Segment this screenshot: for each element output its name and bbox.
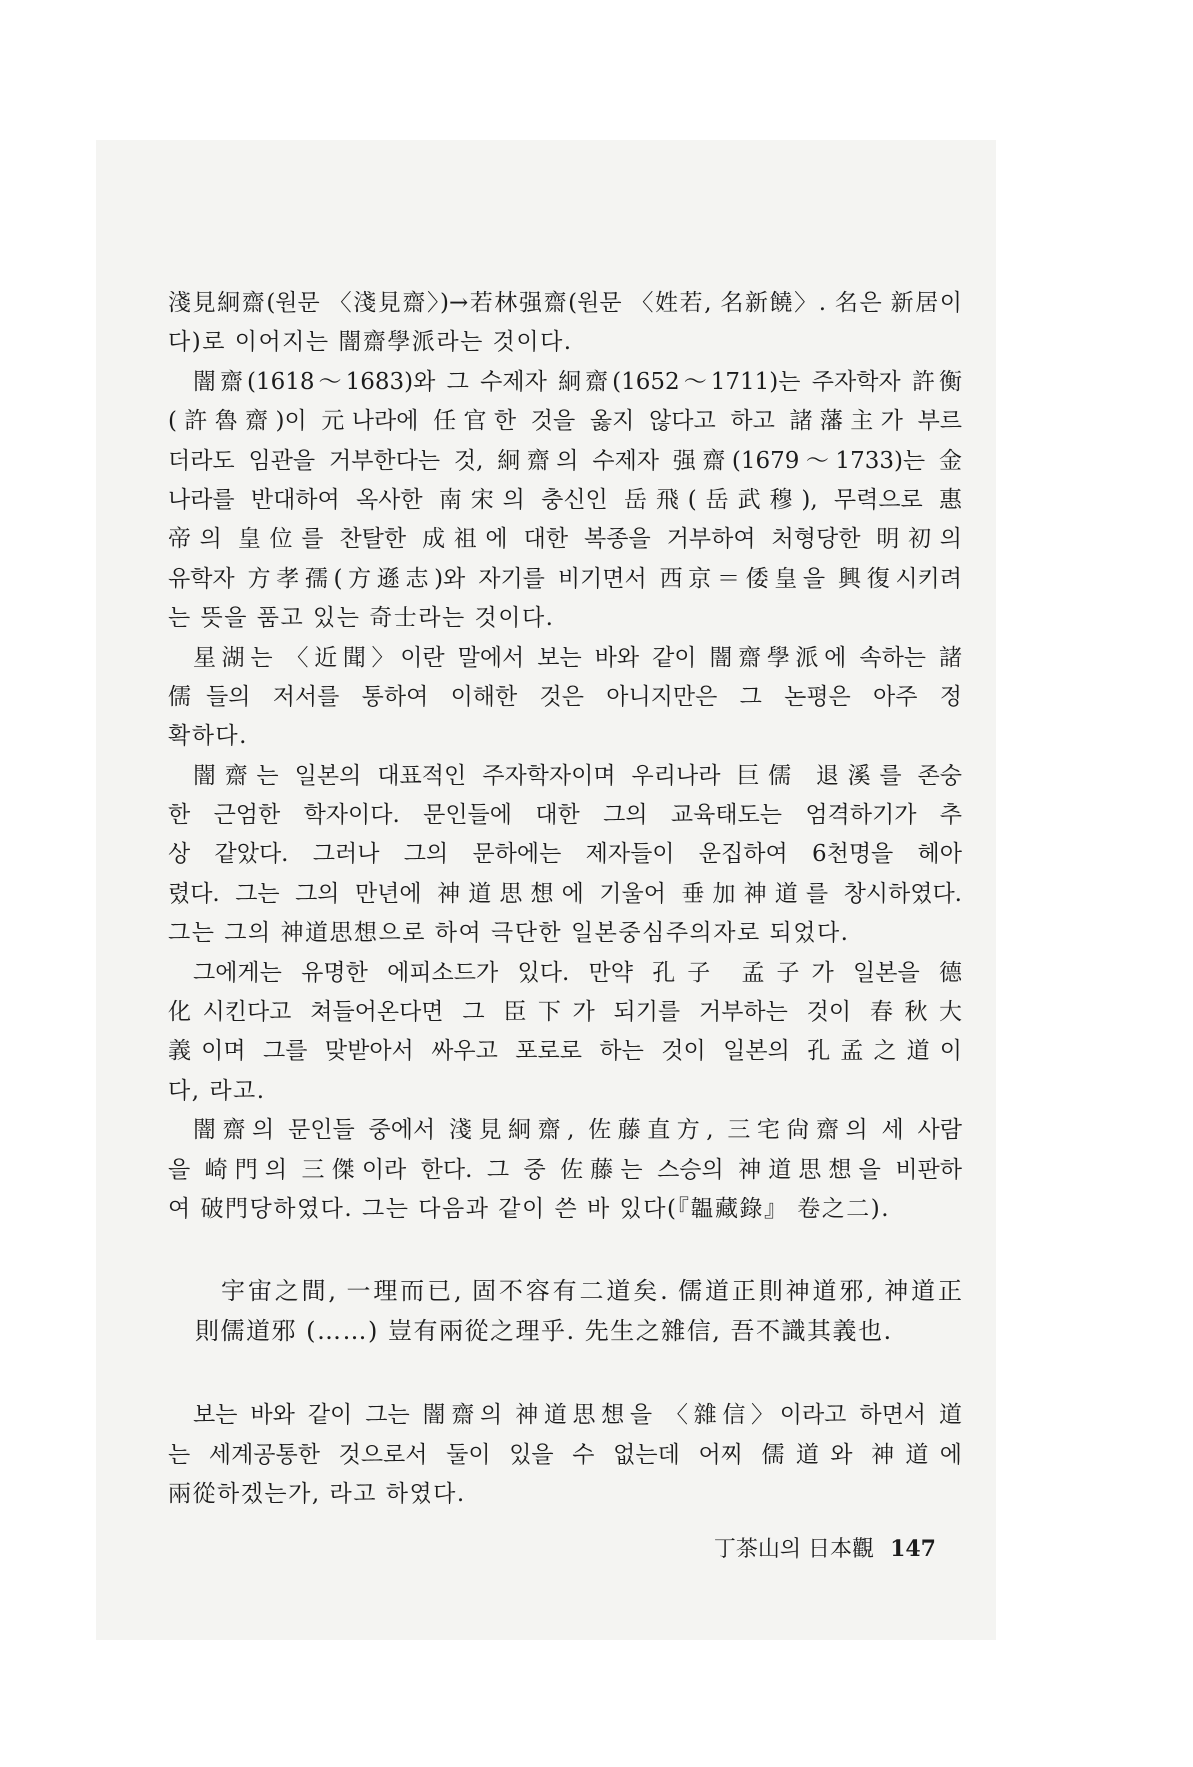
running-title: 丁茶山의 日本觀 [713,1537,875,1562]
text-line: 義이며 그를 맞받아서 싸우고 포로로 하는 것이 일본의 孔孟之道이 [168,1038,962,1065]
text-line: 확하다. [168,723,248,750]
text-line: 한 근엄한 학자이다. 문인들에 대한 그의 교육태도는 엄격하기가 추 [168,802,962,829]
body-text [168,284,962,1515]
text-line: 더라도 임관을 거부한다는 것, 絅齋의 수제자 强齋(1679～1733)는 金 [168,447,962,474]
text-line: 闇齋의 문인들 중에서 淺見絅齋, 佐藤直方, 三宅尙齋의 세 사람 [193,1117,962,1144]
paragraph [168,639,962,757]
paragraph [168,1396,962,1514]
text-line: 兩從하겠는가, 라고 하였다. [168,1481,466,1508]
text-line: 그에게는 유명한 에피소드가 있다. 만약 孔子 孟子가 일본을 德 [193,959,962,986]
text-line: 그는 그의 神道思想으로 하여 극단한 일본중심주의자로 되었다. [168,920,850,947]
text-line: 闇齋는 일본의 대표적인 주자학자이며 우리나라 巨儒 退溪를 존숭 [193,762,962,789]
text-line: 을 崎門의 三傑이라 한다. 그 중 佐藤는 스승의 神道思想을 비판하 [168,1156,962,1183]
paragraph [168,363,962,639]
text-line: 상 같았다. 그러나 그의 문하에는 제자들이 운집하여 6천명을 헤아 [168,841,962,868]
text-line: 나라를 반대하여 옥사한 南宋의 충신인 岳飛(岳武穆), 무력으로 惠 [168,486,962,513]
paragraph [168,954,962,1112]
running-footer [676,1530,936,1569]
text-line: 여 破門당하였다. 그는 다음과 같이 쓴 바 있다(『韞藏錄』 卷之二). [168,1195,891,1222]
quote-line: 宇宙之間, 一理而已, 固不容有二道矣. 儒道正則神道邪, 神道正 [221,1277,962,1306]
text-line: (許魯齋)이 元나라에 任官한 것을 옳지 않다고 하고 諸藩主가 부르 [168,408,962,435]
text-line: 星湖는 〈近聞〉이란 말에서 보는 바와 같이 闇齋學派에 속하는 諸 [193,644,962,671]
text-line: 렸다. 그는 그의 만년에 神道思想에 기울어 垂加神道를 창시하였다. [168,880,962,907]
paragraph [168,284,962,363]
text-line: 化시킨다고 쳐들어온다면 그 臣下가 되기를 거부하는 것이 春秋大 [168,999,962,1026]
text-line: 는 세계공통한 것으로서 둘이 있을 수 없는데 어찌 儒道와 神道에 [168,1441,962,1468]
quote-line: 則儒道邪 (……) 豈有兩從之理乎. 先生之雜信, 吾不識其義也. [195,1317,893,1346]
paragraph [168,1111,962,1229]
block-quote [168,1271,962,1351]
text-line: 帝의 皇位를 찬탈한 成祖에 대한 복종을 거부하여 처형당한 明初의 [168,526,962,553]
text-line: 闇齋(1618～1683)와 그 수제자 絅齋(1652～1711)는 주자학자 許衡 [193,368,962,395]
text-line: 다, 라고. [168,1077,266,1104]
paragraph [168,757,962,954]
page-number: 147 [890,1536,936,1562]
text-line: 는 뜻을 품고 있는 奇士라는 것이다. [168,605,555,632]
text-line: 淺見絅齋(원문 〈淺見齋〉)→若林强齋(원문 〈姓若, 名新饒〉. 名은 新居이 [168,290,962,316]
text-line: 儒들의 저서를 통하여 이해한 것은 아니지만은 그 논평은 아주 정 [168,683,962,710]
text-line: 다)로 이어지는 闇齋學派라는 것이다. [168,329,573,356]
text-line: 유학자 方孝孺(方遜志)와 자기를 비기면서 西京＝倭皇을 興復시키려 [168,565,962,592]
text-line: 보는 바와 같이 그는 闇齋의 神道思想을 〈雜信〉이라고 하면서 道 [193,1402,962,1429]
